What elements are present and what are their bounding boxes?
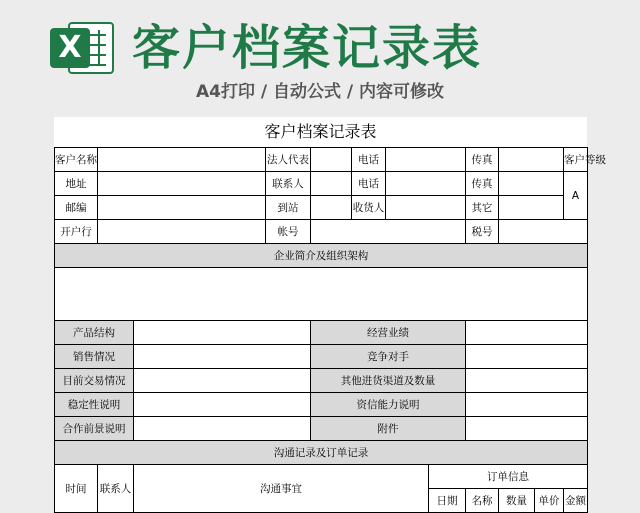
label-product-structure: 产品结构 (55, 321, 134, 345)
label-sales: 销售情况 (55, 345, 134, 369)
fax-cell[interactable] (499, 148, 564, 172)
page-subtitle: A4打印 / 自动公式 / 内容可修改 (195, 82, 445, 102)
customer-name-cell[interactable] (98, 148, 266, 172)
header-unit-price: 单价 (535, 489, 564, 513)
address-cell[interactable] (98, 172, 266, 196)
section-header-intro: 企业简介及组织架构 (55, 244, 588, 268)
header-qty: 数量 (499, 489, 535, 513)
label-phone-2: 电话 (352, 172, 386, 196)
label-account: 帐号 (266, 220, 311, 244)
table-row (55, 148, 588, 172)
header-contact: 联系人 (98, 465, 134, 513)
table-row (55, 345, 588, 369)
legal-rep-cell[interactable] (311, 148, 352, 172)
label-customer-name: 客户名称 (55, 148, 98, 172)
customer-record-table (54, 147, 607, 513)
label-customer-level: 客户等级 (564, 148, 588, 172)
phone-cell[interactable] (386, 148, 466, 172)
other-channels-cell[interactable] (466, 369, 588, 393)
label-current-trade: 目前交易情况 (55, 369, 134, 393)
bank-cell[interactable] (98, 220, 266, 244)
current-trade-cell[interactable] (134, 369, 311, 393)
header-date: 日期 (429, 489, 466, 513)
credit-cell[interactable] (466, 393, 588, 417)
table-row (55, 172, 588, 196)
label-consignee: 收货人 (352, 196, 386, 220)
prospects-cell[interactable] (134, 417, 311, 441)
consignee-cell[interactable] (386, 196, 466, 220)
section-header-records: 沟通记录及订单记录 (55, 441, 588, 465)
label-fax-2: 传真 (466, 172, 499, 196)
header-matters: 沟通事宜 (134, 465, 429, 513)
label-address: 地址 (55, 172, 98, 196)
excel-logo-icon (50, 20, 116, 76)
other-cell[interactable] (499, 196, 564, 220)
label-other-channels: 其他进货渠道及数量 (311, 369, 466, 393)
product-structure-cell[interactable] (134, 321, 311, 345)
table-row (55, 196, 588, 220)
label-phone: 电话 (352, 148, 386, 172)
table-row (55, 220, 588, 244)
attachment-cell[interactable] (466, 417, 588, 441)
table-row (55, 268, 588, 321)
arrival-station-cell[interactable] (311, 196, 352, 220)
logo-letter: X (50, 28, 90, 68)
sales-cell[interactable] (134, 345, 311, 369)
label-stability: 稳定性说明 (55, 393, 134, 417)
stability-cell[interactable] (134, 393, 311, 417)
phone-2-cell[interactable] (386, 172, 466, 196)
contact-cell[interactable] (311, 172, 352, 196)
customer-level-value[interactable]: A (564, 172, 588, 220)
label-fax: 传真 (466, 148, 499, 172)
label-arrival-station: 到站 (266, 196, 311, 220)
label-tax-no: 税号 (466, 220, 499, 244)
spreadsheet-sheet (54, 117, 607, 507)
table-row (55, 369, 588, 393)
label-prospects: 合作前景说明 (55, 417, 134, 441)
label-zip: 邮编 (55, 196, 98, 220)
business-performance-cell[interactable] (466, 321, 588, 345)
account-cell[interactable] (311, 220, 466, 244)
table-row (55, 393, 588, 417)
label-attachment: 附件 (311, 417, 466, 441)
table-row (55, 417, 588, 441)
tax-no-cell[interactable] (499, 220, 588, 244)
fax-2-cell[interactable] (499, 172, 564, 196)
competitors-cell[interactable] (466, 345, 588, 369)
intro-content-cell[interactable] (55, 268, 588, 321)
form-grid (54, 147, 607, 513)
page-title: 客户档案记录表 (132, 20, 483, 76)
label-legal-rep: 法人代表 (266, 148, 311, 172)
label-other: 其它 (466, 196, 499, 220)
label-contact: 联系人 (266, 172, 311, 196)
header-order-info: 订单信息 (429, 465, 588, 489)
banner (0, 0, 640, 117)
table-row (55, 321, 588, 345)
label-business-performance: 经营业绩 (311, 321, 466, 345)
header-amount: 金额 (564, 489, 588, 513)
header-name: 名称 (466, 489, 499, 513)
zip-cell[interactable] (98, 196, 266, 220)
table-row (55, 465, 588, 489)
label-bank: 开户行 (55, 220, 98, 244)
sheet-title: 客户档案记录表 (264, 122, 377, 141)
header-time: 时间 (55, 465, 98, 513)
label-credit: 资信能力说明 (311, 393, 466, 417)
table-row (55, 244, 588, 268)
table-row (55, 441, 588, 465)
label-competitors: 竞争对手 (311, 345, 466, 369)
